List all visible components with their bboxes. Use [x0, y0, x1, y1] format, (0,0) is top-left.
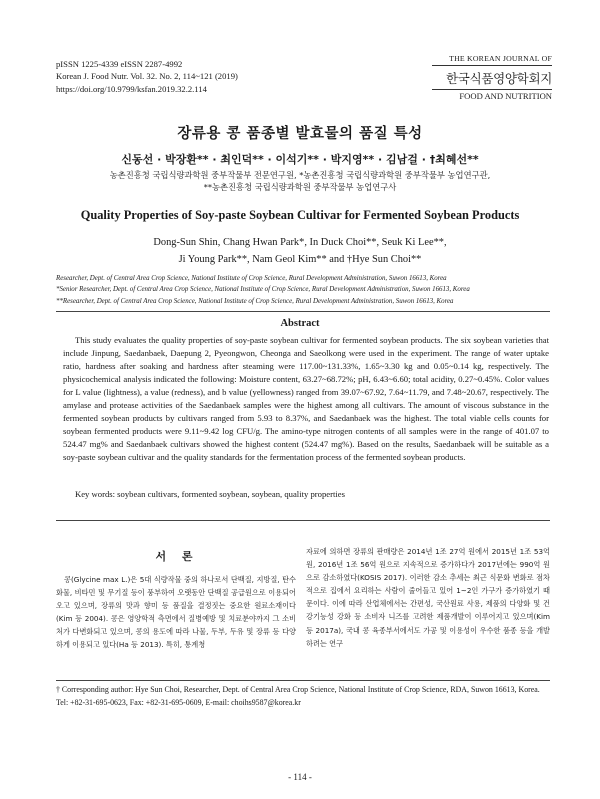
authors-korean: 신동선 · 박장환** · 최인덕** · 이석기** · 박지영** · 김남걸 · †최혜선** [121, 153, 479, 166]
issn: pISSN 1225-4339 eISSN 2287-4992 [56, 59, 183, 69]
authors-english-line-2: Ji Young Park**, Nam Geol Kim** and †Hye Sun Choi** [178, 254, 422, 265]
keywords: Key words: soybean cultivars, formented soybean, soybean, quality properties [75, 489, 345, 499]
citation-block [56, 58, 238, 95]
affiliation-english-3: **Researcher, Dept. of Central Area Crop Science, National Institute of Crop Science, Rural Development Administration, Suwon 16613, Korea [56, 297, 454, 305]
journal-citation: Korean J. Food Nutr. Vol. 32. No. 2, 114~121 (2019) [56, 71, 238, 82]
divider-top [56, 311, 550, 312]
corresponding-author-footnote: † Corresponding author: Hye Sun Choi, Researcher, Dept. of Central Area Crop Science, National Institute of Crop Science, RDA, Suwon 16613, Korea. Tel: +82-31-695-0623, Fax: +82-31-695-0609, E-mail: choihs9587@korea.kr [56, 685, 540, 707]
footnote-divider [56, 680, 550, 681]
affiliation-korean-1: 농촌진흥청 국립식량과학원 중부작물부 전문연구원, *농촌진흥청 국립식량과학원 중부작물부 농업연구관, [109, 170, 491, 180]
divider-abstract [56, 520, 550, 521]
authors-english [0, 234, 600, 268]
authors-english-line-1: Dong-Sun Shin, Chang Hwan Park*, In Duck Choi**, Seuk Ki Lee**, [153, 237, 447, 248]
affiliation-english-1: Researcher, Dept. of Central Area Crop Science, National Institute of Crop Science, Rural Development Administration, Suwon 16613, Korea [56, 275, 447, 282]
title-korean: 장류용 콩 품종별 발효물의 품질 특성 [177, 126, 423, 142]
section-heading-introduction: 서 론 [155, 550, 199, 563]
affiliation-english-2: *Senior Researcher, Dept. of Central Area Crop Science, National Institute of Crop Science, Rural Development Administration, Suwon 16613, Korea [56, 286, 470, 294]
journal-name-en-bottom: FOOD AND NUTRITION [432, 89, 552, 101]
journal-name-en-top: THE KOREAN JOURNAL OF [432, 54, 552, 66]
affiliation-korean-2: **농촌진흥청 국립식량과학원 중부작물부 농업연구사 [203, 182, 397, 192]
journal-name-ko: 한국식품영양학회지 [446, 71, 552, 86]
abstract-heading: Abstract [280, 318, 320, 329]
title-english: Quality Properties of Soy-paste Soybean Cultivar for Fermented Soybean Products [80, 208, 520, 222]
affiliations-english [56, 273, 556, 307]
doi-link[interactable]: https://doi.org/10.9799/ksfan.2019.32.2.114 [56, 83, 207, 94]
journal-logo [432, 54, 552, 101]
body-column-right: 자료에 의하면 장류의 판매량은 2014년 1조 27억 원에서 2015년 1조 53억 원, 2016년 1조 56억 원으로 지속적으로 증가하다가 2017년에는 990억 원으로 감소하였다(KOSIS 2017). 이러한 감소 추세는 최근 식문화 변화로 점차적으로 집에서 요리하는 사람이 줄어들고 있어 1~2인 가구가 증가하였기 때문이다. 이에 따라 산업체에서는 간편성, 국산원료 사용, 제품의 다양화 및 건강기능성 강화 등 소비자 니즈를 고려한 제품개발이 이루어지고 있으며(Kim 등 2017a), 국내 콩 육종부서에서도 가공 및 이용성이 우수한 품종 등을 개발하려는 연구 [306, 547, 550, 648]
abstract-body: This study evaluates the quality properties of soy-paste soybean cultivar for fermented soybean products. The six soybean varieties that include Jinpung, Saedanbaek, Daepung 2, Pyeongwon, Cheonga and Saeolkong were used in the experiment. The range of water uptake ratio, hardness after soaking and hardness after steaming were 117.00~131.33%, 1.65~3.30 kg and 0.05~0.14 kg, respectively. The physicochemical analysis indicated the following: Moisture content, 63.27~68.72%; pH, 6.43~6.60; total acidity, 0.27~0.45%. Color values for L value (lightness), a value (redness), and b value (yellowness) ranged from 39.07~67.92, 7.64~11.79, and 7.48~20.67, respectively. The amylase and protease activities of the Saedanbaek samples were the highest among all cultivars. The amount of viscous substance in the fermented soybean products by cultivars ranged from 5.93 to 8.37%, and Saedanbaek was the highest. The total viable cells counts for soybean fermented products were 9.11~9.42 log CFU/g. The amino-type nitrogen contents of all samples were in the range of 401.07 to 524.47 mg% and Saedanbaek cultivars showed the highest content (524.47 mg%). Based on the results, Saedanbaek will be suitable as a soy-paste soybean cultivar and the quality standards for the fermentation process of the fermented soybean products. [63, 335, 549, 462]
body-column-left: 콩(Glycine max L.)은 5대 식량작물 중의 하나로서 단백질, 지방질, 탄수화물, 비타민 및 무기질 등이 풍부하여 오랫동안 단백질 공급원으로 이용되어 오고 있으며, 장류의 맛과 향미 등 품질을 결정짓는 중요한 원료소재이다(Kim 등 2004). 콩은 영양학적 측면에서 질병예방 및 치료분야까지 그 소비처가 다변화되고 있으며, 콩의 용도에 따라 나물, 두부, 두유 및 장류 등 다양하게 이용되고 있다(Ha 등 2013). 특히, 통계청 [56, 575, 296, 650]
page-number: - 114 - [288, 772, 312, 782]
